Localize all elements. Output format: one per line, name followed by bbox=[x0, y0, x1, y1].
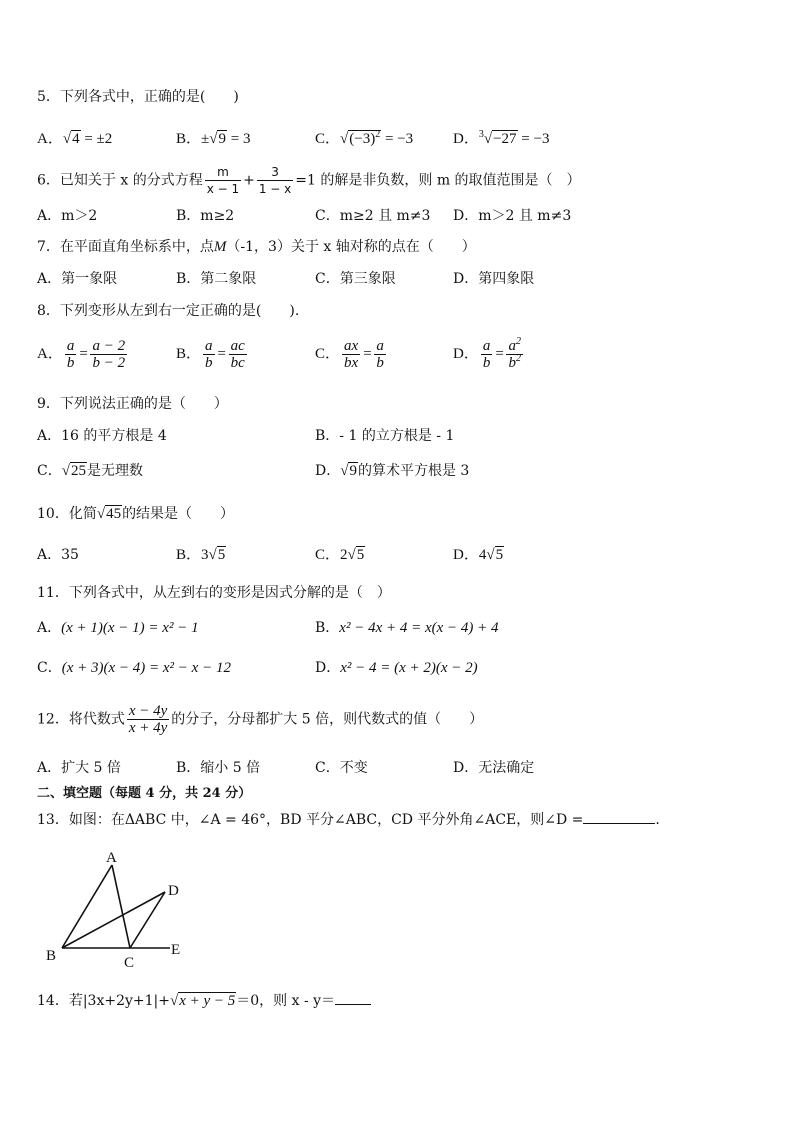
q7-option-d: D．第四象限 bbox=[453, 271, 535, 287]
q7-stem: 7．在平面直角坐标系中，点M（-1，3）关于 x 轴对称的点在（ ） bbox=[37, 239, 476, 255]
q13-answer-blank[interactable] bbox=[583, 823, 655, 824]
q7-option-b: B．第二象限 bbox=[176, 271, 257, 287]
label-a: A bbox=[106, 850, 117, 866]
q12-option-a: A．扩大 5 倍 bbox=[37, 760, 121, 776]
q8-stem: 8．下列变形从左到右一定正确的是( ). bbox=[37, 303, 300, 319]
section-title-fill-in: 二、填空题（每题 4 分，共 24 分） bbox=[37, 786, 252, 801]
q13-stem: 13．如图：在ΔABC 中，∠A = 46°，BD 平分∠ABC，CD 平分外角∠ACE，则∠D = . bbox=[37, 812, 660, 828]
q8-option-a: A． $\frac{a}{b}$ = $\frac{a - 2}{b - 2}$ bbox=[37, 338, 126, 371]
label-c: C bbox=[124, 955, 135, 970]
q10-option-b: B．3√5 bbox=[176, 547, 226, 563]
q10-option-c: C．2√5 bbox=[315, 547, 365, 563]
segment-ba bbox=[62, 865, 112, 948]
q9-option-c: C．√25是无理数 bbox=[37, 463, 143, 479]
q5-option-d: D．$^3$√−27 = −3 bbox=[453, 129, 550, 147]
q11-option-c: C．(x + 3)(x − 4) = x² − x − 12 bbox=[37, 660, 231, 676]
q6-stem: 6．已知关于 x 的分式方程 $\frac{m}{x - 1}$ + $\frac{3}{1 - x}$ =1 的解是非负数，则 m 的取值范围是（ ） bbox=[37, 165, 581, 196]
segment-cd bbox=[130, 892, 165, 948]
q9-option-a: A．16 的平方根是 4 bbox=[37, 428, 167, 444]
q10-option-d: D．4√5 bbox=[453, 547, 504, 563]
q11-option-a: A．(x + 1)(x − 1) = x² − 1 bbox=[37, 620, 199, 636]
q5-option-b: B．±√9 = 3 bbox=[176, 131, 251, 147]
q8-option-d: D． $\frac{a}{b}$ = $\frac{a^2}{b^2}$ bbox=[453, 336, 521, 371]
label-b: B bbox=[46, 948, 57, 964]
q14-stem: 14．若|3x+2y+1|+√x + y − 5＝0，则 x - y＝ bbox=[37, 992, 371, 1010]
q9-option-d: D．√9的算术平方根是 3 bbox=[315, 463, 470, 479]
label-e: E bbox=[171, 942, 181, 958]
q11-option-d: D．x² − 4 = (x + 2)(x − 2) bbox=[315, 660, 478, 676]
q10-option-a: A．35 bbox=[37, 547, 79, 563]
q9-option-b: B．- 1 的立方根是 - 1 bbox=[315, 428, 455, 444]
q7-option-c: C．第三象限 bbox=[315, 271, 396, 287]
q10-stem: 10．化简√45的结果是（ ） bbox=[37, 506, 235, 522]
q9-stem: 9．下列说法正确的是（ ） bbox=[37, 396, 228, 412]
q11-stem: 11．下列各式中，从左到右的变形是因式分解的是（ ） bbox=[37, 585, 391, 601]
q12-option-d: D．无法确定 bbox=[453, 760, 535, 776]
label-d: D bbox=[168, 883, 179, 899]
q11-option-b: B．x² − 4x + 4 = x(x − 4) + 4 bbox=[315, 620, 499, 636]
q14-answer-blank[interactable] bbox=[335, 1004, 371, 1005]
q12-option-b: B．缩小 5 倍 bbox=[176, 760, 261, 776]
q12-option-c: C．不变 bbox=[315, 760, 368, 776]
q6-option-d: D．m＞2 且 m≠3 bbox=[453, 208, 572, 224]
q6-option-c: C．m≥2 且 m≠3 bbox=[315, 208, 431, 224]
q8-option-b: B． $\frac{a}{b}$ = $\frac{ac}{bc}$ bbox=[176, 338, 245, 371]
segment-bd bbox=[62, 892, 165, 948]
q5-option-c: C．$√(-3)^2 = -3$ bbox=[315, 129, 414, 147]
q8-option-c: C． $\frac{ax}{bx}$ = $\frac{a}{b}$ bbox=[315, 338, 384, 371]
q7-option-a: A．第一象限 bbox=[37, 271, 118, 287]
q5-option-a: A．√4 = ±2 bbox=[37, 131, 113, 147]
q12-stem: 12．将代数式 $\frac{x - 4y}{x + 4y}$ 的分子，分母都扩大 5 倍，则代数式的值（ ） bbox=[37, 703, 484, 736]
q6-option-a: A．m＞2 bbox=[37, 208, 98, 224]
q6-option-b: B．m≥2 bbox=[176, 208, 235, 224]
q13-triangle-figure bbox=[40, 845, 200, 970]
segment-ac bbox=[112, 865, 130, 948]
q5-stem: 5．下列各式中，正确的是( ) bbox=[37, 89, 239, 105]
